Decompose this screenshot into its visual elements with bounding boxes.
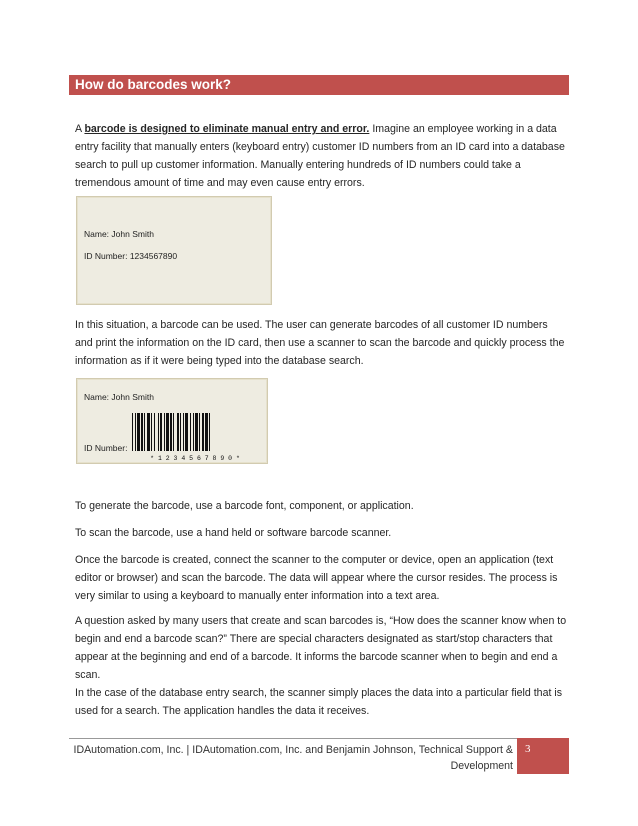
barcode-bar — [199, 413, 200, 451]
footer-text: IDAutomation.com, Inc. | IDAutomation.com, Inc. and Benjamin Johnson, Technical Support & Development — [73, 744, 513, 772]
barcode-bar — [164, 413, 165, 451]
page-number: 3 — [517, 738, 569, 774]
barcode-bar — [132, 413, 133, 451]
barcode-bar — [137, 413, 140, 451]
barcode-bar — [141, 413, 143, 451]
barcode-human-readable: * 1 2 3 4 5 6 7 8 9 0 * — [150, 455, 240, 461]
barcode-bar — [147, 413, 150, 451]
paragraph-barcode-use: In this situation, a barcode can be used. The user can generate barcodes of all customer ID numbers and print the information on the ID card, then use a scanner to scan the barcode and quickly process the information as if it were being typed into the database search. — [75, 319, 565, 367]
barcode-bar — [205, 413, 208, 451]
barcode-bar — [166, 413, 169, 451]
intro-emphasis: barcode is designed to eliminate manual entry and error. — [84, 123, 370, 135]
barcode-bar — [151, 413, 152, 451]
paragraph-generate: To generate the barcode, use a barcode font, component, or application. — [75, 500, 414, 512]
barcode-bar — [160, 413, 162, 451]
barcode-bar — [185, 413, 188, 451]
barcode-image — [130, 413, 260, 461]
barcode-bar — [170, 413, 172, 451]
barcode-bar — [135, 413, 136, 451]
barcode-bar — [195, 413, 198, 451]
intro-rest: Imagine an employee working in a data entry facility that manually enters (keyboard entry) customer ID numbers from an ID card into a database search to pull up customer information. Manually entering hundreds of ID numbers could take a tremendous amount of time and may even cause entry errors. — [75, 123, 565, 189]
barcode-bar — [154, 413, 155, 451]
barcode-bar — [144, 413, 145, 451]
barcode-bar — [190, 413, 191, 451]
barcode-bar — [180, 413, 181, 451]
card-name-line: Name: John Smith — [84, 229, 154, 239]
id-card-barcode — [76, 378, 268, 464]
card-id-line: ID Number: 1234567890 — [84, 251, 178, 261]
id-card-plain — [76, 196, 272, 305]
barcode-bar — [202, 413, 204, 451]
intro-paragraph — [75, 120, 567, 192]
paragraph-process: Once the barcode is created, connect the scanner to the computer or device, open an application (text editor or browser) and scan the barcode. The data will appear where the cursor resides. The process is very similar to using a keyboard to manually enter information into a text area. — [75, 554, 558, 602]
paragraph-start-stop: A question asked by many users that create and scan barcodes is, “How does the scanner know when to begin and end a barcode scan?” There are special characters designated as start/stop characters that appear at the beginning and end of a barcode. It informs the barcode scanner when to begin and end a scan. — [75, 615, 567, 681]
barcode-bar — [209, 413, 210, 451]
barcode-bar — [173, 413, 174, 451]
paragraph-scan: To scan the barcode, use a hand held or software barcode scanner. — [75, 527, 392, 539]
card-id-label: ID Number: — [84, 443, 128, 453]
barcode-bar — [183, 413, 184, 451]
card-name-line: Name: John Smith — [84, 392, 154, 402]
paragraph-database: In the case of the database entry search, the scanner simply places the data into a particular field that is used for a search. The application handles the data it receives. — [75, 687, 563, 717]
barcode-bar — [177, 413, 179, 451]
intro-prefix: A — [75, 123, 85, 135]
section-heading: How do barcodes work? — [69, 75, 569, 95]
barcode-bar — [193, 413, 194, 451]
footer-divider — [69, 738, 517, 739]
barcode-bar — [158, 413, 159, 451]
